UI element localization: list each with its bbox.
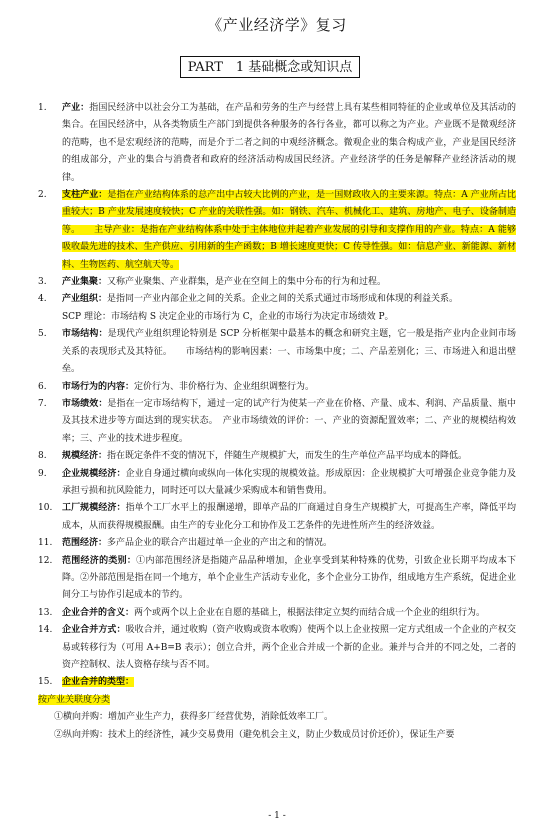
item-label: 规模经济： <box>62 451 108 462</box>
item-number: 9. <box>38 468 47 479</box>
item-body <box>62 100 516 187</box>
item-text: 吸收合并，通过收购（资产收购或资本收购）使两个以上企业按照一定方式组成一个企业的产权交易或转移行为（可用 A+B=B 表示）；创立合并，两个企业合并成一个新的企业。兼并与合并的不同之处，二者的资产控制权、法人资格存续与否不同。 <box>62 625 516 670</box>
list-item <box>38 187 516 274</box>
item-text: 指单个工厂水平上的报酬递增，即单产品的厂商通过自身生产规模扩大，可提高生产率，降低平均成本，从而获得规模报酬。由生产的专业化分工和协作及工艺条件的先进性所产生的经济效益。 <box>62 503 516 531</box>
item-number: 6. <box>38 381 47 392</box>
list-item <box>38 466 516 501</box>
page-number: - 1 - <box>268 811 286 821</box>
item-body <box>62 291 516 308</box>
item-body <box>62 674 516 691</box>
list-item <box>38 274 516 291</box>
item-body <box>62 553 516 605</box>
item-text: 是现代产业组织理论特别是 SCP 分析框架中最基本的概念和研究主题，它一般是指产业内企业间市场关系的表现形式及其特征。 市场结构的影响因素：一、市场集中度；二、产品差别化；三、市场进入和退出壁垒。 <box>62 329 516 375</box>
item-text: 两个或两个以上企业在自愿的基础上，根据法律定立契约而结合成一个企业的组织行为。 <box>134 607 486 618</box>
item-number: 1. <box>38 103 47 113</box>
item-text: 又称产业聚集、产业群集，是产业在空间上的集中分布的行为和过程。 <box>107 277 387 288</box>
item-label: 市场行为的内容： <box>62 381 135 392</box>
item-number: 7. <box>38 398 47 409</box>
list-item <box>38 379 516 396</box>
item-number: 13. <box>38 607 53 618</box>
item-body <box>62 535 516 552</box>
list-item <box>38 396 516 448</box>
item-label: 工厂规模经济： <box>62 503 126 514</box>
item-number: 14. <box>38 625 53 636</box>
classify-heading: 按产业关联度分类 <box>38 694 111 705</box>
item-label: 企业规模经济： <box>62 468 126 479</box>
list-item <box>38 326 516 378</box>
item-number: 4. <box>38 294 47 305</box>
item-label: 企业合并方式： <box>62 625 126 636</box>
item-body <box>62 622 516 674</box>
item-body <box>62 274 516 291</box>
item-body <box>62 605 516 622</box>
item-number: 10. <box>38 503 53 514</box>
item-text: 定价行为、非价格行为、企业组织调整行为。 <box>134 381 315 392</box>
item-label: 范围经济的类别： <box>62 555 137 566</box>
document-title: 《产业经济学》复习 <box>207 16 347 34</box>
item-text: 是指同一产业内部企业之间的关系。企业之间的关系式通过市场形成和体现的利益关系。 <box>107 294 459 305</box>
item-text: 多产品企业的联合产出超过单一企业的产出之和的情况。 <box>107 538 333 549</box>
item-body <box>62 379 516 396</box>
item-body <box>62 396 516 448</box>
item-label: 企业合并的类型： <box>62 677 135 688</box>
list-item <box>38 448 516 465</box>
item-label: 产业： <box>62 103 90 113</box>
item-label: 产业组织： <box>62 294 108 305</box>
list-item <box>38 291 516 308</box>
list-item <box>38 605 516 622</box>
item-body <box>62 326 516 378</box>
item-number: 2. <box>38 190 47 201</box>
item-label: 范围经济： <box>62 538 108 549</box>
item-text: 是指在产业结构体系的总产出中占较大比例的产业，是一国财政收入的主要来源。特点：A 产业所占比重较大；B 产业发展速度较快；C 产业的关联性强。如：钢铁、汽车、机械化工、建筑、房地产、电子、设备制造等。 主导产业：是指在产业结构体系中处于主体地位并起着产业发展的引导和支撑作用的产业。特点：A 能够吸收最先进的技术、生产供应、引用新的生产函数；B 增长速度更快；C 传导性强。如：信息产业、新能源、新材料、生物医药、航空航天等。 <box>62 190 516 270</box>
item-sub-note: SCP 理论：市场结构 S 决定企业的市场行为 C，企业的市场行为决定市场绩效 P。 <box>62 311 394 322</box>
list-item <box>38 500 516 535</box>
item-label: 支柱产业： <box>62 190 108 201</box>
item-text: 是指在一定市场结构下，通过一定的试产行为使某一产业在价格、产量、成本、利润、产品质量、瓶中及其技术进步等方面达到的现实状态。 产业市场绩效的评价：一、产业的资源配置效率；二、产业的规模结构效率；三、产业的技术进步程度。 <box>62 398 516 444</box>
item-number: 12. <box>38 555 53 566</box>
item-number: 15. <box>38 677 53 688</box>
list-item <box>38 674 516 691</box>
item-number: 3. <box>38 277 47 288</box>
item-body <box>62 466 516 501</box>
part-heading-box: PART 1 基础概念或知识点 <box>180 56 360 78</box>
item-text: 指在既定条件不变的情况下，伴随生产规模扩大，而发生的生产单位产品平均成本的降低。 <box>107 451 468 462</box>
item-body <box>62 448 516 465</box>
item-label: 产业集聚： <box>62 277 108 288</box>
item-body <box>62 187 516 274</box>
item-number: 11. <box>38 538 53 549</box>
items-list <box>38 100 516 744</box>
item-label: 市场结构： <box>62 329 108 340</box>
item-label: 市场绩效： <box>62 398 108 409</box>
item-number: 5. <box>38 329 47 340</box>
list-item <box>38 535 516 552</box>
item-number: 8. <box>38 451 47 462</box>
list-item <box>38 553 516 605</box>
item-text: ①内部范围经济是指随产品品种增加，企业享受到某种特殊的优势，引致企业长期平均成本下降。②外部范围是指在同一个地方，单个企业生产活动专业化，多个企业分工协作，组成地方生产系统，促进企业间分工与协作引起成本的节约。 <box>62 555 516 601</box>
list-item <box>38 100 516 187</box>
item-text: 指国民经济中以社会分工为基础，在产品和劳务的生产与经营上具有某些相同特征的企业或单位及其活动的集合。在国民经济中，从各类物质生产部门到提供各种服务的各行各业，都可以称之为产业。产业既不是微观经济的范畴，也不是宏观经济的范畴，而是介于二者之间的中观经济概念。微观企业的集合构成产业，产业是国民经济的组成部分，产业的集合与消费者和政府的经济活动构成国民经济。产业经济学的任务是解释产业经济活动的规律。 <box>62 103 516 183</box>
item-body <box>62 500 516 535</box>
item-label: 企业合并的含义： <box>62 607 135 618</box>
merger-type-point: ①横向并购：增加产业生产力，获得多厂经营优势，消除低效率工厂。 <box>54 712 334 723</box>
item-text: 企业自身通过横向或纵向一体化实现的规模效益。形成原因：企业规模扩大可增强企业竞争能力及承担亏损和抗风险能力，同时还可以大量减少采购成本和销售费用。 <box>62 468 516 496</box>
merger-type-point: ②纵向并购：技术上的经济性，减少交易费用（避免机会主义，防止少数成员讨价还价），保证生产要 <box>54 729 455 740</box>
list-item <box>38 622 516 674</box>
